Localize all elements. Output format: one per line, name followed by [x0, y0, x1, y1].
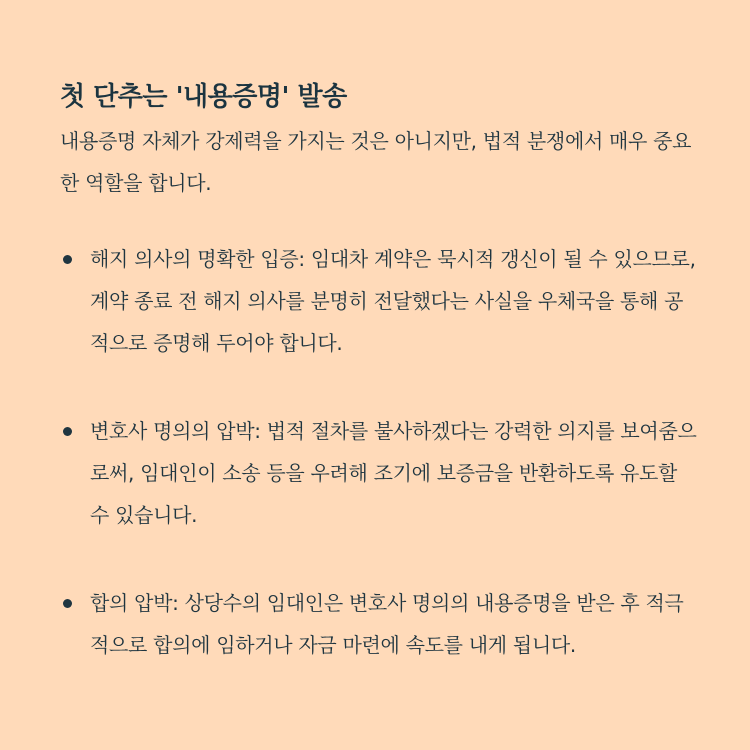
bullet-dot-icon	[63, 427, 72, 436]
bullet-item	[60, 582, 700, 666]
bullet-item	[60, 238, 700, 364]
bullet-dot-icon	[63, 255, 72, 264]
intro-paragraph: 내용증명 자체가 강제력을 가지는 것은 아니지만, 법적 분쟁에서 매우 중요한 역할을 합니다.	[60, 129, 692, 195]
bullet-text: 합의 압박: 상당수의 임대인은 변호사 명의의 내용증명을 받은 후 적극적으로 합의에 임하거나 자금 마련에 속도를 내게 됩니다.	[90, 591, 684, 657]
bullet-text: 해지 의사의 명확한 입증: 임대차 계약은 묵시적 갱신이 될 수 있으므로, 계약 종료 전 해지 의사를 분명히 전달했다는 사실을 우체국을 통해 공적으로 증명해 두어야 합니다.	[90, 247, 696, 355]
bullet-text: 변호사 명의의 압박: 법적 절차를 불사하겠다는 강력한 의지를 보여줌으로써, 임대인이 소송 등을 우려해 조기에 보증금을 반환하도록 유도할 수 있습니다.	[90, 419, 697, 527]
card-title: 첫 단추는 '내용증명' 발송	[60, 82, 347, 112]
bullet-item	[60, 410, 700, 536]
bullet-dot-icon	[63, 599, 72, 608]
bullet-list	[60, 238, 700, 712]
